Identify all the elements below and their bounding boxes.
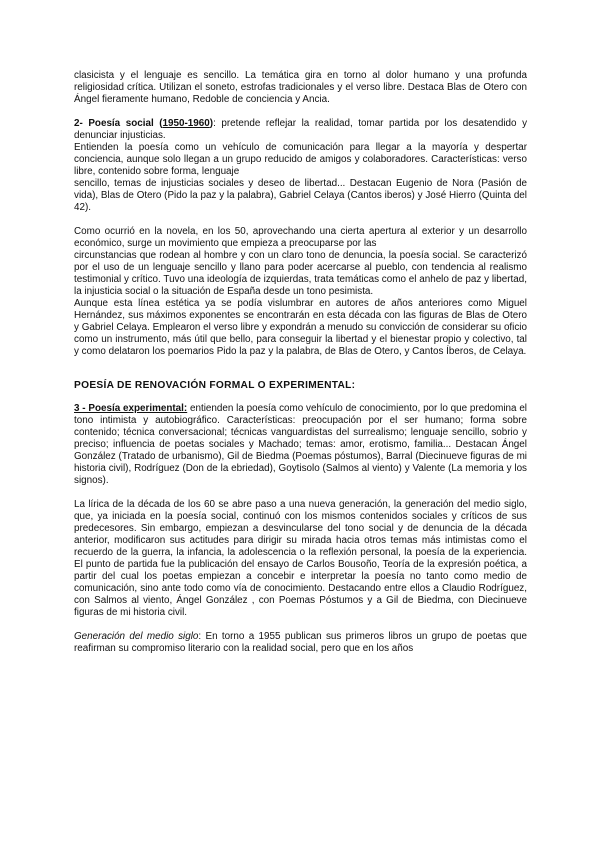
section-title-years: 1950-1960 [162, 118, 210, 129]
paragraph-context-a: Como ocurrió en la novela, en los 50, aprovechando una cierta apertura al exterior y un desarrollo económico, surge un movimiento que empieza a preocuparse por las [74, 226, 527, 249]
paragraph-social-authors: sencillo, temas de injusticias sociales y deseo de libertad... Destacan Eugenio de Nora (Pasión de vida), Blas de Otero (Pido la paz y la palabra), Gabriel Celaya (Cantos iberos) y José Hierro (Quinta del 42). [74, 178, 527, 213]
paragraph-context-c: Aunque esta línea estética ya se podía vislumbrar en autores de años anteriores como Miguel Hernández, sus máximos exponentes se encontrarán en esta década con las figuras de Blas de Otero y Gabriel Celaya. Emplearon el verso libre y expondrán a menudo su convicción de considerar su oficio como un instrumento, más útil que bello, para conseguir la libertad y el bienestar propio y colectivo, tal y como delataron los poemarios Pido la paz y la palabra, de Blas de Otero, y Cantos Íberos, de Celaya. [74, 298, 527, 357]
section-experimental-text: entienden la poesía como vehículo de conocimiento, por lo que predomina el tono intimista y autobiográfico. Características: preocupación por el ser humano; forma sobre contenido; técnica conversacional; técnicas vanguardistas del surrealismo; lenguaje sencillo, sobrio y preciso; influencia de poetas sociales y Machado; temas: amor, erotismo, familia... Destacan Ángel González (Tratado de urbanismo), Gil de Biedma (Poemas póstumos), Barral (Diecinueve figuras de mi historia civil), Rodríguez (Don de la ebriedad), Goytisolo (Salmos al viento) y Valente (La memoria y los signos). [74, 403, 528, 486]
section-description: : pretende reflejar la realidad, tomar partida por los desatendido y denunciar injusticias. [74, 118, 528, 141]
paragraph-intro: clasicista y el lenguaje es sencillo. La temática gira en torno al dolor humano y una profunda religiosidad crítica. Utilizan el soneto, estrofas tradicionales y el verso libre. Destaca Blas de Otero con Ángel fieramente humano, Redoble de conciencia y Ancia. [74, 70, 527, 105]
paragraph-sixties: La lírica de la década de los 60 se abre paso a una nueva generación, la generación del medio siglo, que, ya iniciada en la poesía social, continuó con los mismos contenidos sociales y críticos de sus predecesores. Sin embargo, empiezan a desvincularse del tono social y de denuncia de la década anterior, modificaron sus actitudes para dirigir su mirada hacia otros temas más intimistas como el recuerdo de la guerra, la infancia, la adolescencia o la reflexión personal, la poesía de la experiencia. El punto de partida fue la publicación del ensayo de Carlos Bousoño, Teoría de la expresión poética, a partir del cual los poetas empiezan a concebir e interpretar la poesía no tanto como medio de comunicación, sino ante todo como vía de conocimiento. Destacando entre ellos a Claudio Rodríguez, con Salmos al viento, Ángel González , con Poemas Póstumos y a Gil de Biedma, con Diecinueve figuras de mi historia civil. [74, 499, 527, 618]
section-heading: POESÍA DE RENOVACIÓN FORMAL O EXPERIMENTAL: [74, 380, 356, 391]
paragraph-medio-siglo [74, 631, 527, 655]
paragraph-social-characteristics: Entienden la poesía como un vehículo de comunicación para llegar a la mayoría y despertar conciencia, aunque solo llegan a un grupo reducido de amigos y colaboradores. Características: verso libre, contenido sobre forma, lenguaje [74, 142, 527, 177]
medio-siglo-label: Generación del medio siglo [74, 631, 199, 642]
section-poesia-social [74, 118, 527, 142]
paragraph-context-b: circunstancias que rodean al hombre y con un claro tono de denuncia, la poesía social. Se caracterizó por el uso de un lenguaje sencillo y llano para poder acercarse al pueblo, con tendencia al realismo testimonial y crítico. Tuvo una ideología de izquierdas, trata temáticas como el anhelo de paz y libertad, la injusticia social o la situación de España desde un tono pesimista. [74, 250, 527, 297]
section-experimental-title: 3 - Poesía experimental: [74, 403, 188, 414]
section-title-b: ) [209, 118, 214, 129]
document-page [74, 70, 527, 655]
section-title-a: Poesía social ( [88, 118, 163, 129]
section-poesia-experimental [74, 403, 527, 487]
section-number: 2- [74, 118, 89, 129]
medio-siglo-text: : En torno a 1955 publican sus primeros libros un grupo de poetas que reafirman su compromiso literario con la realidad social, pero que en los años [74, 631, 527, 654]
